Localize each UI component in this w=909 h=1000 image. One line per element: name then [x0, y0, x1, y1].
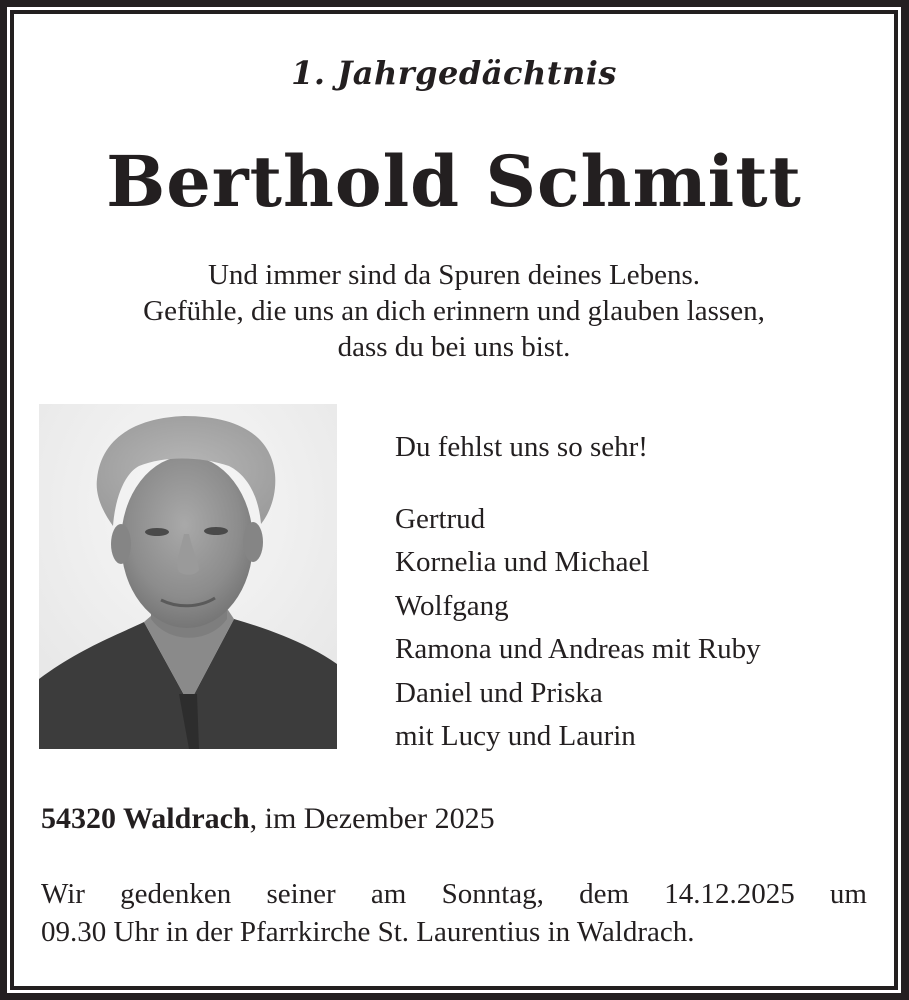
poem-line: dass du bei uns bist. — [337, 331, 571, 363]
family-member: Daniel und Priska — [395, 676, 603, 709]
service-word: dem — [579, 878, 630, 910]
family-signatures — [395, 426, 761, 759]
family-member: Ramona und Andreas mit Ruby — [395, 633, 761, 665]
service-word: seiner — [266, 878, 336, 910]
place-date: , im Dezember 2025 — [249, 802, 495, 835]
family-member: Kornelia und Michael — [395, 546, 650, 578]
portrait-image — [39, 404, 337, 749]
obituary-notice — [14, 14, 894, 986]
family-member: Wolfgang — [395, 589, 509, 622]
family-intro: Du fehlst uns so sehr! — [395, 431, 648, 463]
poem-line: Gefühle, die uns an dich erinnern und glauben lassen, — [143, 295, 765, 327]
spacer — [395, 470, 761, 498]
service-date: 14.12.2025 — [664, 878, 795, 910]
memorial-poem — [14, 257, 894, 365]
memorial-service-info — [41, 875, 867, 951]
service-line-1 — [41, 875, 867, 913]
poem-line: Und immer sind da Spuren deines Lebens. — [207, 259, 701, 291]
place-and-date — [41, 804, 495, 834]
family-member: mit Lucy und Laurin — [395, 720, 636, 752]
service-word: Sonntag, — [441, 878, 544, 910]
service-word: am — [370, 878, 407, 910]
portrait-photo — [39, 404, 337, 749]
family-member: Gertrud — [395, 502, 486, 535]
deceased-name: Berthold Schmitt — [106, 140, 802, 223]
occasion-heading: 1. Jahrgedächtnis — [291, 54, 617, 92]
service-word: Wir — [41, 878, 85, 910]
place-location: 54320 Waldrach — [41, 802, 250, 835]
service-word: gedenken — [120, 878, 232, 910]
service-word: um — [829, 878, 867, 910]
service-line-2: 09.30 Uhr in der Pfarrkirche St. Laurentius in Waldrach. — [41, 916, 695, 948]
